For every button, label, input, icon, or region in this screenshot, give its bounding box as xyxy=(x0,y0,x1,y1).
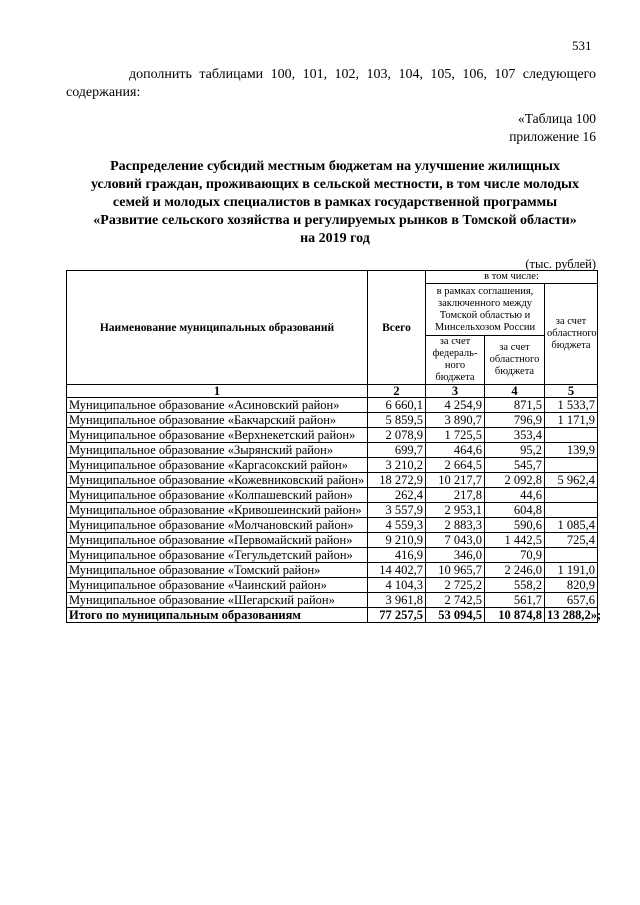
cell-regional-only: 1 191,0 xyxy=(545,563,598,578)
cell-total: 2 078,9 xyxy=(368,428,426,443)
table-row xyxy=(67,428,598,443)
cell-regional: 353,4 xyxy=(485,428,545,443)
header-name: Наименование муниципальных образований xyxy=(67,271,368,385)
table-row xyxy=(67,548,598,563)
cell-name: Муниципальное образование «Кривошеинский район» xyxy=(67,503,368,518)
cell-regional: 10 874,8 xyxy=(485,608,545,623)
total-row xyxy=(67,608,598,623)
cell-total: 3 961,8 xyxy=(368,593,426,608)
column-number: 3 xyxy=(426,385,485,398)
cell-regional-only xyxy=(545,488,598,503)
cell-federal: 2 742,5 xyxy=(426,593,485,608)
cell-regional: 2 246,0 xyxy=(485,563,545,578)
cell-name: Муниципальное образование «Каргасокский район» xyxy=(67,458,368,473)
header-total: Всего xyxy=(368,271,426,385)
cell-name: Муниципальное образование «Зырянский район» xyxy=(67,443,368,458)
title-line: Распределение субсидий местным бюджетам на улучшение жилищных xyxy=(110,159,560,174)
column-number: 2 xyxy=(368,385,426,398)
cell-total: 699,7 xyxy=(368,443,426,458)
cell-name: Муниципальное образование «Тегульдетский район» xyxy=(67,548,368,563)
intro-paragraph: дополнить таблицами 100, 101, 102, 103, 104, 105, 106, 107 следующего содержания: xyxy=(66,67,596,100)
table-title xyxy=(70,158,600,248)
cell-name: Муниципальное образование «Чаинский район» xyxy=(67,578,368,593)
cell-federal: 2 664,5 xyxy=(426,458,485,473)
cell-total: 6 660,1 xyxy=(368,398,426,413)
cell-regional-only: 657,6 xyxy=(545,593,598,608)
cell-federal: 7 043,0 xyxy=(426,533,485,548)
cell-regional: 545,7 xyxy=(485,458,545,473)
table-row xyxy=(67,488,598,503)
header-including: в том числе: xyxy=(426,271,598,284)
cell-regional: 2 092,8 xyxy=(485,473,545,488)
units-label: (тыс. рублей) xyxy=(525,257,596,271)
cell-regional: 796,9 xyxy=(485,413,545,428)
cell-total: 4 559,3 xyxy=(368,518,426,533)
cell-regional: 604,8 xyxy=(485,503,545,518)
cell-federal: 2 725,2 xyxy=(426,578,485,593)
cell-federal: 2 883,3 xyxy=(426,518,485,533)
cell-total: 5 859,5 xyxy=(368,413,426,428)
column-number: 1 xyxy=(67,385,368,398)
cell-regional: 1 442,5 xyxy=(485,533,545,548)
cell-total: 9 210,9 xyxy=(368,533,426,548)
title-line: «Развитие сельского хозяйства и регулируемых рынков в Томской области» xyxy=(93,213,577,228)
cell-total: 262,4 xyxy=(368,488,426,503)
cell-regional-only: 139,9 xyxy=(545,443,598,458)
table-row xyxy=(67,473,598,488)
cell-name: Муниципальное образование «Молчановский район» xyxy=(67,518,368,533)
cell-federal: 2 953,1 xyxy=(426,503,485,518)
cell-regional-only: 1 085,4 xyxy=(545,518,598,533)
table-number: «Таблица 100 xyxy=(518,111,596,126)
cell-name: Муниципальное образование «Шегарский район» xyxy=(67,593,368,608)
cell-name: Итого по муниципальным образованиям xyxy=(67,608,368,623)
cell-federal: 10 217,7 xyxy=(426,473,485,488)
table-row xyxy=(67,458,598,473)
table-row xyxy=(67,593,598,608)
table-row xyxy=(67,398,598,413)
title-line: семей и молодых специалистов в рамках государственной программы xyxy=(112,195,558,210)
cell-regional-only: 725,4 xyxy=(545,533,598,548)
cell-regional-only: 1 533,7 xyxy=(545,398,598,413)
cell-total: 77 257,5 xyxy=(368,608,426,623)
cell-federal: 10 965,7 xyxy=(426,563,485,578)
cell-regional-only xyxy=(545,428,598,443)
cell-federal: 464,6 xyxy=(426,443,485,458)
cell-total: 3 557,9 xyxy=(368,503,426,518)
cell-name: Муниципальное образование «Первомайский район» xyxy=(67,533,368,548)
cell-regional-only: 5 962,4 xyxy=(545,473,598,488)
cell-name: Муниципальное образование «Бакчарский район» xyxy=(67,413,368,428)
cell-regional: 561,7 xyxy=(485,593,545,608)
title-line: условий граждан, проживающих в сельской местности, в том числе молодых xyxy=(90,177,579,192)
cell-regional: 70,9 xyxy=(485,548,545,563)
cell-total: 4 104,3 xyxy=(368,578,426,593)
cell-regional-only: 13 288,2»; xyxy=(545,608,598,623)
table-row xyxy=(67,503,598,518)
table-row xyxy=(67,533,598,548)
cell-federal: 53 094,5 xyxy=(426,608,485,623)
header-regional-only: за счет областного бюджета xyxy=(545,284,598,385)
cell-name: Муниципальное образование «Верхнекетский район» xyxy=(67,428,368,443)
cell-name: Муниципальное образование «Асиновский район» xyxy=(67,398,368,413)
cell-total: 416,9 xyxy=(368,548,426,563)
cell-name: Муниципальное образование «Колпашевский район» xyxy=(67,488,368,503)
cell-regional-only xyxy=(545,503,598,518)
cell-total: 3 210,2 xyxy=(368,458,426,473)
table-body xyxy=(67,398,602,623)
cell-federal: 3 890,7 xyxy=(426,413,485,428)
table-row xyxy=(67,578,598,593)
page-number: 531 xyxy=(572,38,592,53)
subsidy-table xyxy=(66,270,602,623)
header-agreement: в рамках соглашения, заключенного между Томской областью и Минсельхозом России xyxy=(426,284,545,336)
title-line: на 2019 год xyxy=(300,231,370,246)
cell-regional: 590,6 xyxy=(485,518,545,533)
table-row xyxy=(67,413,598,428)
column-number: 4 xyxy=(485,385,545,398)
cell-regional: 558,2 xyxy=(485,578,545,593)
table-row xyxy=(67,518,598,533)
column-number: 5 xyxy=(545,385,598,398)
cell-regional: 871,5 xyxy=(485,398,545,413)
cell-regional-only xyxy=(545,458,598,473)
header-federal: за счет федераль-ного бюджета xyxy=(426,336,485,385)
cell-regional-only xyxy=(545,548,598,563)
table-reference xyxy=(509,110,596,146)
cell-federal: 4 254,9 xyxy=(426,398,485,413)
cell-total: 18 272,9 xyxy=(368,473,426,488)
cell-name: Муниципальное образование «Томский район» xyxy=(67,563,368,578)
table-row xyxy=(67,563,598,578)
cell-total: 14 402,7 xyxy=(368,563,426,578)
cell-regional: 44,6 xyxy=(485,488,545,503)
header-regional: за счет областного бюджета xyxy=(485,336,545,385)
cell-regional-only: 820,9 xyxy=(545,578,598,593)
cell-regional-only: 1 171,9 xyxy=(545,413,598,428)
cell-regional: 95,2 xyxy=(485,443,545,458)
cell-federal: 1 725,5 xyxy=(426,428,485,443)
appendix-number: приложение 16 xyxy=(509,129,596,144)
table-row xyxy=(67,443,598,458)
cell-federal: 346,0 xyxy=(426,548,485,563)
cell-federal: 217,8 xyxy=(426,488,485,503)
cell-name: Муниципальное образование «Кожевниковский район» xyxy=(67,473,368,488)
